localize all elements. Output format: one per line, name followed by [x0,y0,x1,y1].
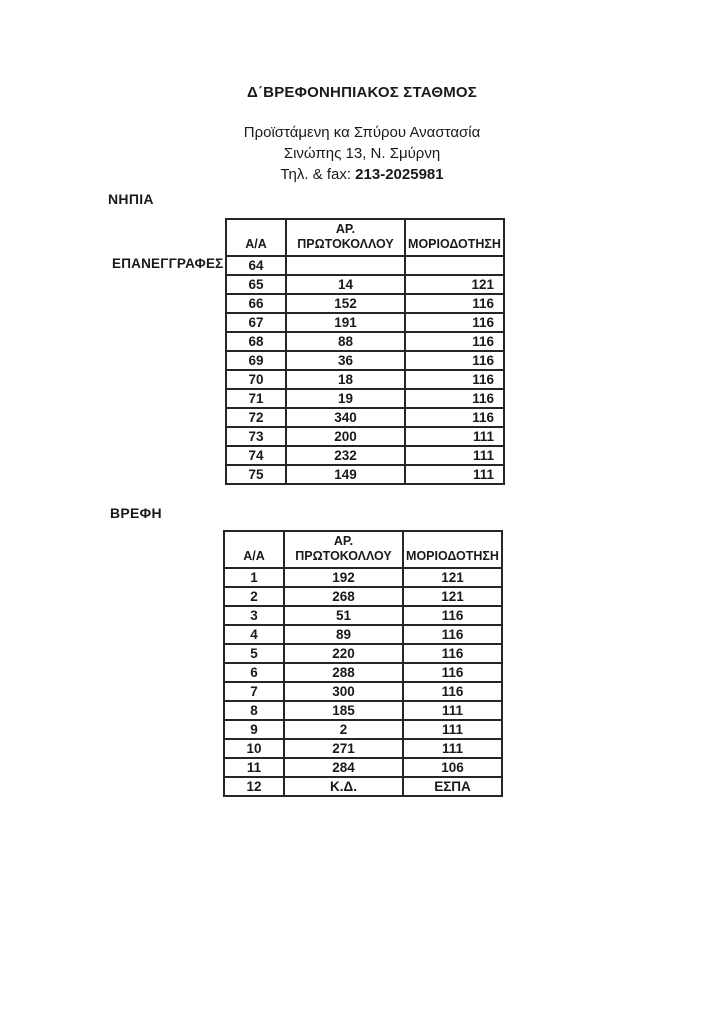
protocol-cell: 18 [286,370,405,389]
table-header-row [224,531,502,568]
table-row [224,644,502,663]
column-header-score: ΜΟΡΙΟΔΟΤΗΣΗ [403,531,502,568]
protocol-cell: 200 [286,427,405,446]
column-header-protocol: ΑΡ. ΠΡΩΤΟΚΟΛΛΟΥ [284,531,403,568]
serial-cell: 69 [226,351,286,370]
score-cell: 116 [405,313,504,332]
table-row [226,370,504,389]
serial-cell: 67 [226,313,286,332]
section-label-vrefi: ΒΡΕΦΗ [110,505,162,521]
score-cell: 111 [405,427,504,446]
protocol-cell: 192 [284,568,403,587]
score-cell: 116 [403,663,502,682]
serial-cell: 65 [226,275,286,294]
phone-label: Τηλ. & fax: [280,166,351,183]
table-row [224,663,502,682]
serial-cell: 72 [226,408,286,427]
table-row [224,606,502,625]
serial-cell: 10 [224,739,284,758]
serial-cell: 74 [226,446,286,465]
table-row [224,625,502,644]
column-header-protocol: ΑΡ. ΠΡΩΤΟΚΟΛΛΟΥ [286,219,405,256]
protocol-cell: 36 [286,351,405,370]
protocol-cell: 19 [286,389,405,408]
column-header-serial: Α/Α [224,531,284,568]
manager-line: Προϊστάμενη κα Σπύρου Αναστασία [243,124,481,141]
protocol-cell: 288 [284,663,403,682]
score-cell: 111 [403,739,502,758]
column-header-score: ΜΟΡΙΟΔΟΤΗΣΗ [405,219,504,256]
protocol-cell: 51 [284,606,403,625]
vrefi-table [223,530,503,797]
protocol-cell: 89 [284,625,403,644]
serial-cell: 68 [226,332,286,351]
protocol-cell: 14 [286,275,405,294]
protocol-cell: 232 [286,446,405,465]
serial-cell: 75 [226,465,286,484]
score-cell: 111 [405,446,504,465]
table-row [224,739,502,758]
protocol-cell: 220 [284,644,403,663]
column-header-serial: Α/Α [226,219,286,256]
protocol-cell: 185 [284,701,403,720]
serial-cell: 71 [226,389,286,408]
table-row [226,275,504,294]
protocol-cell: 88 [286,332,405,351]
score-cell: 111 [403,701,502,720]
score-cell: 116 [405,389,504,408]
score-cell: 116 [405,351,504,370]
score-cell: 121 [405,275,504,294]
protocol-cell: 284 [284,758,403,777]
side-label-epanegrafes: ΕΠΑΝΕΓΓΡΑΦΕΣ [112,256,224,271]
score-cell: 116 [403,625,502,644]
table-row [226,408,504,427]
score-cell: 121 [403,568,502,587]
table-row [226,332,504,351]
protocol-cell: 340 [286,408,405,427]
table-row [224,758,502,777]
table-row [224,587,502,606]
protocol-cell: Κ.Δ. [284,777,403,796]
serial-cell: 7 [224,682,284,701]
phone-number: 213-2025981 [355,166,444,183]
table-row [224,777,502,796]
protocol-cell: 2 [284,720,403,739]
document-title: Δ΄ΒΡΕΦΟΝΗΠΙΑΚΟΣ ΣΤΑΘΜΟΣ [247,84,477,101]
score-cell [405,256,504,275]
section-label-nipia: ΝΗΠΙΑ [108,191,154,207]
score-cell: 116 [405,294,504,313]
table-row [226,294,504,313]
score-cell: 111 [405,465,504,484]
table-row [226,465,504,484]
protocol-cell: 152 [286,294,405,313]
nipia-table [225,218,505,485]
score-cell: 106 [403,758,502,777]
serial-cell: 66 [226,294,286,313]
table-row [224,720,502,739]
protocol-cell: 300 [284,682,403,701]
address-line: Σινώπης 13, Ν. Σμύρνη [283,145,441,162]
serial-cell: 2 [224,587,284,606]
protocol-cell: 271 [284,739,403,758]
table-row [226,389,504,408]
score-cell: 116 [405,408,504,427]
serial-cell: 64 [226,256,286,275]
table-row [224,682,502,701]
serial-cell: 9 [224,720,284,739]
table-row [226,427,504,446]
serial-cell: 11 [224,758,284,777]
score-cell: 116 [405,332,504,351]
serial-cell: 1 [224,568,284,587]
protocol-cell: 268 [284,587,403,606]
serial-cell: 73 [226,427,286,446]
protocol-cell [286,256,405,275]
phone-line [0,164,724,185]
document-header [0,84,724,185]
score-cell: 116 [405,370,504,389]
score-cell: 116 [403,644,502,663]
table-row [226,446,504,465]
serial-cell: 5 [224,644,284,663]
protocol-cell: 149 [286,465,405,484]
score-cell: 121 [403,587,502,606]
score-cell: 116 [403,682,502,701]
table-row [224,701,502,720]
serial-cell: 3 [224,606,284,625]
serial-cell: 70 [226,370,286,389]
serial-cell: 12 [224,777,284,796]
table-header-row [226,219,504,256]
table-row [224,568,502,587]
serial-cell: 4 [224,625,284,644]
table-row [226,313,504,332]
score-cell: 111 [403,720,502,739]
protocol-cell: 191 [286,313,405,332]
table-row [226,256,504,275]
serial-cell: 6 [224,663,284,682]
serial-cell: 8 [224,701,284,720]
score-cell: ΕΣΠΑ [403,777,502,796]
score-cell: 116 [403,606,502,625]
table-row [226,351,504,370]
